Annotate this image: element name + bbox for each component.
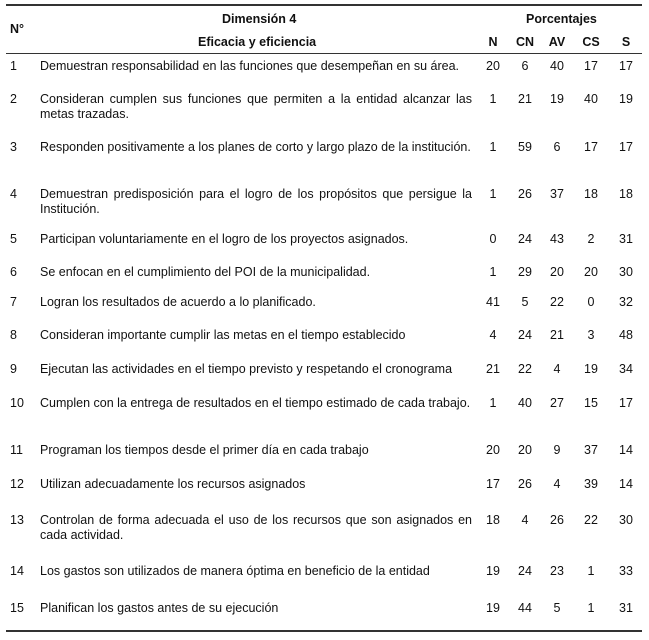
header-col-cn: CN [515,35,535,49]
cell-av: 26 [550,513,564,527]
cell-cn: 22 [518,362,532,376]
cell-av: 5 [553,601,561,615]
cell-cs: 17 [584,59,598,73]
cell-n: 1 [489,187,497,201]
cell-cn: 24 [518,564,532,578]
cell-cn: 6 [521,59,529,73]
cell-cn: 20 [518,443,532,457]
row-description: Cumplen con la entrega de resultados en el tiempo estimado de cada trabajo. [40,396,471,410]
header-subtitle: Eficacia y eficiencia [198,35,317,49]
cell-s: 14 [619,443,633,457]
cell-cs: 39 [584,477,598,491]
header-n-symbol: N° [10,22,25,36]
cell-cs: 40 [584,92,598,106]
cell-cn: 4 [521,513,529,527]
cell-n: 18 [486,513,500,527]
row-description: Se enfocan en el cumplimiento del POI de la municipalidad. [40,265,371,279]
cell-s: 14 [619,477,633,491]
row-number: 4 [10,187,17,201]
row-description: Responden positivamente a los planes de corto y largo plazo de la institución. [40,140,471,154]
cell-av: 20 [550,265,564,279]
cell-cs: 2 [587,232,595,246]
cell-cn: 26 [518,187,532,201]
cell-n: 1 [489,92,497,106]
row-number: 9 [10,362,17,376]
cell-cs: 17 [584,140,598,154]
cell-cs: 1 [587,601,595,615]
cell-n: 0 [489,232,497,246]
row-number: 13 [10,513,24,527]
cell-n: 17 [486,477,500,491]
row-description: Controlan de forma adecuada el uso de los recursos que son asignados en cada actividad. [40,513,472,542]
row-number: 14 [10,564,24,578]
row-description: Consideran importante cumplir las metas en el tiempo establecido [40,328,406,342]
header-col-n: N [488,35,498,49]
cell-n: 21 [486,362,500,376]
cell-n: 19 [486,601,500,615]
cell-av: 40 [550,59,564,73]
cell-n: 19 [486,564,500,578]
cell-cs: 18 [584,187,598,201]
cell-cn: 40 [518,396,532,410]
cell-n: 4 [489,328,497,342]
cell-s: 17 [619,59,633,73]
cell-s: 17 [619,396,633,410]
row-number: 7 [10,295,17,309]
cell-cn: 5 [521,295,529,309]
cell-cn: 44 [518,601,532,615]
row-number: 5 [10,232,17,246]
header-col-cs: CS [582,35,600,49]
cell-cn: 21 [518,92,532,106]
row-description: Demuestran predisposición para el logro de los propósitos que persigue la Institución. [40,187,472,216]
cell-av: 22 [550,295,564,309]
row-description: Ejecutan las actividades en el tiempo previsto y respetando el cronograma [40,362,453,376]
cell-cs: 0 [587,295,595,309]
cell-av: 6 [553,140,561,154]
cell-av: 4 [553,477,561,491]
cell-n: 1 [489,140,497,154]
row-number: 6 [10,265,17,279]
cell-n: 41 [486,295,500,309]
cell-s: 30 [619,265,633,279]
cell-n: 20 [486,59,500,73]
cell-av: 43 [550,232,564,246]
row-number: 15 [10,601,24,615]
cell-av: 19 [550,92,564,106]
header-dimension: Dimensión 4 [222,12,297,26]
cell-av: 21 [550,328,564,342]
row-description: Programan los tiempos desde el primer día en cada trabajo [40,443,369,457]
cell-av: 23 [550,564,564,578]
cell-cs: 3 [587,328,595,342]
cell-s: 31 [619,601,633,615]
header-percentages: Porcentajes [526,12,597,26]
row-number: 2 [10,92,17,106]
cell-s: 30 [619,513,633,527]
cell-av: 4 [553,362,561,376]
cell-s: 48 [619,328,633,342]
cell-cs: 22 [584,513,598,527]
header-rule [6,53,642,54]
cell-s: 19 [619,92,633,106]
cell-s: 31 [619,232,633,246]
row-number: 12 [10,477,24,491]
cell-av: 9 [553,443,561,457]
cell-s: 34 [619,362,633,376]
row-description: Utilizan adecuadamente los recursos asignados [40,477,306,491]
row-number: 10 [10,396,24,410]
cell-cn: 24 [518,328,532,342]
cell-cn: 26 [518,477,532,491]
cell-av: 37 [550,187,564,201]
row-number: 1 [10,59,17,73]
cell-cn: 59 [518,140,532,154]
cell-av: 27 [550,396,564,410]
cell-n: 20 [486,443,500,457]
cell-cs: 37 [584,443,598,457]
row-number: 3 [10,140,17,154]
cell-n: 1 [489,265,497,279]
top-rule [6,4,642,6]
cell-n: 1 [489,396,497,410]
cell-cs: 20 [584,265,598,279]
cell-s: 32 [619,295,633,309]
row-description: Logran los resultados de acuerdo a lo planificado. [40,295,316,309]
header-col-av: AV [548,35,566,49]
cell-s: 18 [619,187,633,201]
cell-cs: 15 [584,396,598,410]
header-col-s: S [621,35,631,49]
cell-cn: 29 [518,265,532,279]
cell-cs: 1 [587,564,595,578]
row-description: Participan voluntariamente en el logro de los proyectos asignados. [40,232,409,246]
bottom-rule [6,630,642,632]
cell-cn: 24 [518,232,532,246]
row-description: Los gastos son utilizados de manera óptima en beneficio de la entidad [40,564,430,578]
row-number: 11 [10,443,23,457]
cell-s: 33 [619,564,633,578]
cell-cs: 19 [584,362,598,376]
row-number: 8 [10,328,17,342]
row-description: Demuestran responsabilidad en las funciones que desempeñan en su área. [40,59,460,73]
row-description: Consideran cumplen sus funciones que permiten a la entidad alcanzar las metas trazadas. [40,92,472,121]
row-description: Planifican los gastos antes de su ejecución [40,601,279,615]
cell-s: 17 [619,140,633,154]
